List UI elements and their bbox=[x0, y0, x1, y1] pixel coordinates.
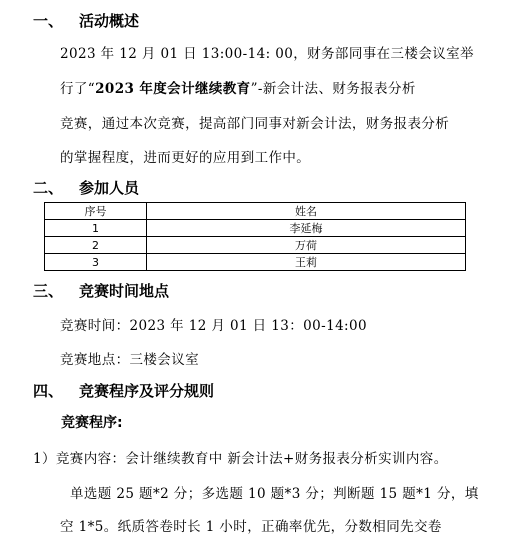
section-title: 活动概述 bbox=[79, 12, 140, 30]
procedure-item-1: 1）竞赛内容：会计继续教育中 新会计法+财务报表分析实训内容。 bbox=[33, 451, 448, 467]
column-header-number: 序号 bbox=[45, 203, 147, 220]
overview-line-4: 的掌握程度，进而更好的应用到工作中。 bbox=[60, 150, 311, 166]
section-number: 四、 bbox=[33, 382, 64, 400]
table-row bbox=[45, 237, 466, 254]
section-heading-procedure bbox=[33, 380, 214, 401]
table-cell-number: 2 bbox=[45, 237, 147, 254]
overview-line-2-prefix: 行了“ bbox=[60, 81, 96, 97]
table-cell-number: 1 bbox=[45, 220, 147, 237]
table-row bbox=[45, 220, 466, 237]
section-heading-time-place bbox=[33, 280, 169, 301]
table-cell-name: 王莉 bbox=[147, 254, 466, 271]
event-name: 2023 年度会计继续教育 bbox=[95, 81, 251, 97]
section-title: 参加人员 bbox=[79, 179, 140, 197]
section-title: 竞赛时间地点 bbox=[79, 282, 170, 300]
section-number: 一、 bbox=[33, 12, 64, 30]
section-number: 二、 bbox=[33, 179, 64, 197]
procedure-item-1-line-2: 单选题 25 题*2 分；多选题 10 题*3 分；判断题 15 题*1 分，填 bbox=[70, 486, 479, 502]
overview-line-2 bbox=[60, 77, 416, 97]
table-cell-number: 3 bbox=[45, 254, 147, 271]
overview-line-1: 2023 年 12 月 01 日 13:00-14: 00，财务部同事在三楼会议室举 bbox=[60, 46, 474, 62]
table-cell-name: 万荷 bbox=[147, 237, 466, 254]
participants-table bbox=[44, 202, 466, 271]
section-heading-overview bbox=[33, 10, 139, 31]
overview-line-2-suffix: ”-新会计法、财务报表分析 bbox=[250, 81, 416, 97]
table-header-row bbox=[45, 203, 466, 220]
table-row bbox=[45, 254, 466, 271]
procedure-subtitle: 竞赛程序: bbox=[61, 415, 123, 431]
table-cell-name: 李延梅 bbox=[147, 220, 466, 237]
section-number: 三、 bbox=[33, 282, 64, 300]
column-header-name: 姓名 bbox=[147, 203, 466, 220]
overview-line-3: 竞赛，通过本次竞赛，提高部门同事对新会计法，财务报表分析 bbox=[60, 116, 450, 132]
competition-time: 竞赛时间：2023 年 12 月 01 日 13：00-14:00 bbox=[60, 318, 367, 334]
procedure-item-1-line-3: 空 1*5。纸质答卷时长 1 小时，正确率优先，分数相同先交卷 bbox=[60, 519, 442, 535]
competition-place: 竞赛地点：三楼会议室 bbox=[60, 352, 199, 368]
section-heading-participants bbox=[33, 177, 139, 198]
section-title: 竞赛程序及评分规则 bbox=[79, 382, 215, 400]
